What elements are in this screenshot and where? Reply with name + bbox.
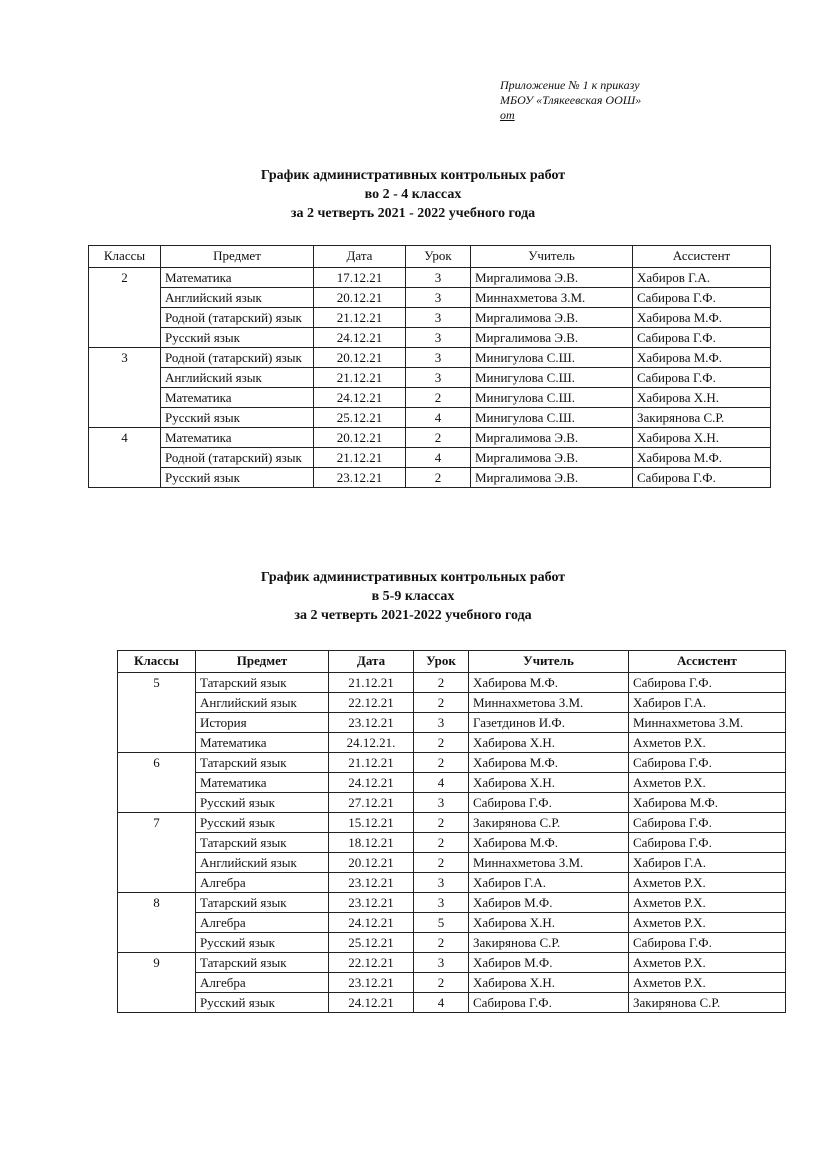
table-row bbox=[118, 853, 786, 873]
date-cell: 17.12.21 bbox=[314, 268, 406, 288]
date-cell: 21.12.21 bbox=[329, 673, 414, 693]
class-cell: 5 bbox=[118, 673, 196, 753]
teacher-cell: Минигулова С.Ш. bbox=[471, 368, 633, 388]
teacher-cell: Минигулова С.Ш. bbox=[471, 348, 633, 368]
date-cell: 23.12.21 bbox=[314, 468, 406, 488]
assistant-cell: Ахметов Р.Х. bbox=[629, 973, 786, 993]
teacher-cell: Хабирова Х.Н. bbox=[469, 913, 629, 933]
teacher-cell: Миргалимова Э.В. bbox=[471, 428, 633, 448]
teacher-cell: Миннахметова З.М. bbox=[469, 853, 629, 873]
date-cell: 24.12.21. bbox=[329, 733, 414, 753]
table-row bbox=[89, 328, 771, 348]
table-row bbox=[118, 693, 786, 713]
lesson-cell: 3 bbox=[406, 268, 471, 288]
assistant-cell: Сабирова Г.Ф. bbox=[633, 328, 771, 348]
lesson-cell: 4 bbox=[406, 448, 471, 468]
date-cell: 22.12.21 bbox=[329, 693, 414, 713]
assistant-cell: Ахметов Р.Х. bbox=[629, 773, 786, 793]
subject-cell: Родной (татарский) язык bbox=[161, 448, 314, 468]
teacher-cell: Закирянова С.Р. bbox=[469, 813, 629, 833]
date-cell: 23.12.21 bbox=[329, 893, 414, 913]
lesson-cell: 2 bbox=[414, 833, 469, 853]
teacher-cell: Хабиров М.Ф. bbox=[469, 953, 629, 973]
date-cell: 24.12.21 bbox=[314, 388, 406, 408]
table-row bbox=[89, 408, 771, 428]
table-row bbox=[118, 673, 786, 693]
table-row bbox=[89, 308, 771, 328]
lesson-cell: 3 bbox=[414, 893, 469, 913]
teacher-cell: Миннахметова З.М. bbox=[471, 288, 633, 308]
teacher-cell: Миргалимова Э.В. bbox=[471, 328, 633, 348]
lesson-cell: 3 bbox=[406, 368, 471, 388]
lesson-cell: 2 bbox=[414, 973, 469, 993]
date-cell: 22.12.21 bbox=[329, 953, 414, 973]
lesson-cell: 2 bbox=[414, 933, 469, 953]
title-grades-5-9 bbox=[0, 568, 826, 625]
date-cell: 24.12.21 bbox=[329, 773, 414, 793]
title-line: во 2 - 4 классах bbox=[364, 187, 462, 202]
assistant-cell: Сабирова Г.Ф. bbox=[633, 288, 771, 308]
date-cell: 25.12.21 bbox=[314, 408, 406, 428]
date-cell: 21.12.21 bbox=[314, 448, 406, 468]
table-row bbox=[118, 773, 786, 793]
subject-cell: Алгебра bbox=[196, 973, 329, 993]
date-cell: 21.12.21 bbox=[314, 368, 406, 388]
table-row bbox=[118, 813, 786, 833]
subject-cell: Математика bbox=[161, 268, 314, 288]
table-row bbox=[89, 348, 771, 368]
assistant-cell: Хабиров Г.А. bbox=[629, 853, 786, 873]
lesson-cell: 2 bbox=[414, 733, 469, 753]
lesson-cell: 3 bbox=[406, 348, 471, 368]
teacher-cell: Хабиров Г.А. bbox=[469, 873, 629, 893]
annotation-line: МБОУ «Тлякеевская ООШ» bbox=[500, 93, 642, 107]
table-row bbox=[118, 953, 786, 973]
teacher-cell: Хабирова Х.Н. bbox=[469, 733, 629, 753]
title-line: График административных контрольных работ bbox=[260, 570, 566, 585]
date-cell: 20.12.21 bbox=[314, 428, 406, 448]
subject-cell: Русский язык bbox=[161, 468, 314, 488]
assistant-cell: Хабирова М.Ф. bbox=[633, 448, 771, 468]
header-teacher: Учитель bbox=[471, 246, 633, 268]
table-row bbox=[118, 833, 786, 853]
assistant-cell: Сабирова Г.Ф. bbox=[629, 753, 786, 773]
teacher-cell: Газетдинов И.Ф. bbox=[469, 713, 629, 733]
table-row bbox=[118, 993, 786, 1013]
teacher-cell: Миннахметова З.М. bbox=[469, 693, 629, 713]
order-annotation bbox=[500, 78, 641, 123]
header-date: Дата bbox=[314, 246, 406, 268]
subject-cell: Татарский язык bbox=[196, 893, 329, 913]
assistant-cell: Сабирова Г.Ф. bbox=[633, 468, 771, 488]
assistant-cell: Ахметов Р.Х. bbox=[629, 873, 786, 893]
lesson-cell: 3 bbox=[406, 328, 471, 348]
subject-cell: Математика bbox=[196, 773, 329, 793]
lesson-cell: 2 bbox=[414, 673, 469, 693]
table-row bbox=[89, 268, 771, 288]
lesson-cell: 2 bbox=[406, 428, 471, 448]
subject-cell: Английский язык bbox=[161, 288, 314, 308]
subject-cell: Математика bbox=[161, 388, 314, 408]
class-cell: 2 bbox=[89, 268, 161, 348]
assistant-cell: Хабирова М.Ф. bbox=[633, 308, 771, 328]
subject-cell: Татарский язык bbox=[196, 953, 329, 973]
lesson-cell: 5 bbox=[414, 913, 469, 933]
lesson-cell: 3 bbox=[406, 308, 471, 328]
subject-cell: Родной (татарский) язык bbox=[161, 348, 314, 368]
table-header-row bbox=[118, 651, 786, 673]
header-classes: Классы bbox=[89, 246, 161, 268]
date-cell: 24.12.21 bbox=[314, 328, 406, 348]
lesson-cell: 4 bbox=[414, 773, 469, 793]
header-lesson: Урок bbox=[406, 246, 471, 268]
subject-cell: Английский язык bbox=[161, 368, 314, 388]
table-row bbox=[89, 288, 771, 308]
lesson-cell: 2 bbox=[414, 813, 469, 833]
subject-cell: Математика bbox=[196, 733, 329, 753]
subject-cell: Родной (татарский) язык bbox=[161, 308, 314, 328]
assistant-cell: Миннахметова З.М. bbox=[629, 713, 786, 733]
teacher-cell: Минигулова С.Ш. bbox=[471, 408, 633, 428]
header-date: Дата bbox=[329, 651, 414, 673]
assistant-cell: Сабирова Г.Ф. bbox=[629, 673, 786, 693]
lesson-cell: 4 bbox=[406, 408, 471, 428]
subject-cell: Русский язык bbox=[161, 408, 314, 428]
table-row bbox=[118, 733, 786, 753]
teacher-cell: Хабирова М.Ф. bbox=[469, 753, 629, 773]
teacher-cell: Миргалимова Э.В. bbox=[471, 268, 633, 288]
title-line: в 5-9 классах bbox=[371, 589, 455, 604]
header-assistant: Ассистент bbox=[633, 246, 771, 268]
lesson-cell: 3 bbox=[414, 793, 469, 813]
assistant-cell: Ахметов Р.Х. bbox=[629, 953, 786, 973]
table-row bbox=[118, 933, 786, 953]
lesson-cell: 2 bbox=[414, 693, 469, 713]
lesson-cell: 3 bbox=[414, 713, 469, 733]
teacher-cell: Хабиров М.Ф. bbox=[469, 893, 629, 913]
table-row bbox=[118, 913, 786, 933]
teacher-cell: Хабирова Х.Н. bbox=[469, 773, 629, 793]
assistant-cell: Сабирова Г.Ф. bbox=[629, 813, 786, 833]
title-line: за 2 четверть 2021 - 2022 учебного года bbox=[290, 206, 536, 221]
assistant-cell: Хабиров Г.А. bbox=[633, 268, 771, 288]
subject-cell: Алгебра bbox=[196, 913, 329, 933]
date-cell: 24.12.21 bbox=[329, 993, 414, 1013]
class-cell: 7 bbox=[118, 813, 196, 893]
teacher-cell: Сабирова Г.Ф. bbox=[469, 993, 629, 1013]
schedule-table-2-4 bbox=[88, 245, 771, 488]
assistant-cell: Сабирова Г.Ф. bbox=[629, 833, 786, 853]
lesson-cell: 2 bbox=[414, 853, 469, 873]
date-cell: 21.12.21 bbox=[329, 753, 414, 773]
header-classes: Классы bbox=[118, 651, 196, 673]
subject-cell: Английский язык bbox=[196, 693, 329, 713]
assistant-cell: Хабирова М.Ф. bbox=[629, 793, 786, 813]
assistant-cell: Закирянова С.Р. bbox=[629, 993, 786, 1013]
teacher-cell: Минигулова С.Ш. bbox=[471, 388, 633, 408]
lesson-cell: 3 bbox=[406, 288, 471, 308]
teacher-cell: Хабирова М.Ф. bbox=[469, 673, 629, 693]
date-cell: 23.12.21 bbox=[329, 873, 414, 893]
assistant-cell: Ахметов Р.Х. bbox=[629, 893, 786, 913]
assistant-cell: Закирянова С.Р. bbox=[633, 408, 771, 428]
lesson-cell: 2 bbox=[406, 468, 471, 488]
teacher-cell: Миргалимова Э.В. bbox=[471, 308, 633, 328]
subject-cell: Русский язык bbox=[161, 328, 314, 348]
subject-cell: Русский язык bbox=[196, 933, 329, 953]
teacher-cell: Хабирова Х.Н. bbox=[469, 973, 629, 993]
assistant-cell: Хабиров Г.А. bbox=[629, 693, 786, 713]
date-cell: 21.12.21 bbox=[314, 308, 406, 328]
date-cell: 27.12.21 bbox=[329, 793, 414, 813]
title-line: за 2 четверть 2021-2022 учебного года bbox=[294, 608, 532, 623]
table-row bbox=[118, 793, 786, 813]
date-cell: 23.12.21 bbox=[329, 973, 414, 993]
subject-cell: Алгебра bbox=[196, 873, 329, 893]
subject-cell: Татарский язык bbox=[196, 833, 329, 853]
header-subject: Предмет bbox=[161, 246, 314, 268]
subject-cell: Русский язык bbox=[196, 993, 329, 1013]
date-cell: 20.12.21 bbox=[314, 348, 406, 368]
table-row bbox=[89, 448, 771, 468]
teacher-cell: Хабирова М.Ф. bbox=[469, 833, 629, 853]
header-assistant: Ассистент bbox=[629, 651, 786, 673]
title-grades-2-4 bbox=[0, 166, 826, 223]
class-cell: 8 bbox=[118, 893, 196, 953]
table-row bbox=[118, 713, 786, 733]
subject-cell: Русский язык bbox=[196, 813, 329, 833]
teacher-cell: Сабирова Г.Ф. bbox=[469, 793, 629, 813]
lesson-cell: 3 bbox=[414, 953, 469, 973]
table-row bbox=[118, 873, 786, 893]
date-cell: 20.12.21 bbox=[329, 853, 414, 873]
assistant-cell: Сабирова Г.Ф. bbox=[629, 933, 786, 953]
table-row bbox=[89, 368, 771, 388]
table-header-row bbox=[89, 246, 771, 268]
table-row bbox=[89, 388, 771, 408]
teacher-cell: Закирянова С.Р. bbox=[469, 933, 629, 953]
date-cell: 15.12.21 bbox=[329, 813, 414, 833]
lesson-cell: 4 bbox=[414, 993, 469, 1013]
annotation-line: Приложение № 1 к приказу bbox=[500, 78, 640, 92]
header-lesson: Урок bbox=[414, 651, 469, 673]
assistant-cell: Ахметов Р.Х. bbox=[629, 913, 786, 933]
assistant-cell: Ахметов Р.Х. bbox=[629, 733, 786, 753]
class-cell: 6 bbox=[118, 753, 196, 813]
lesson-cell: 2 bbox=[414, 753, 469, 773]
header-subject: Предмет bbox=[196, 651, 329, 673]
date-cell: 25.12.21 bbox=[329, 933, 414, 953]
date-cell: 24.12.21 bbox=[329, 913, 414, 933]
lesson-cell: 3 bbox=[414, 873, 469, 893]
title-line: График административных контрольных работ bbox=[260, 168, 566, 183]
date-cell: 18.12.21 bbox=[329, 833, 414, 853]
teacher-cell: Миргалимова Э.В. bbox=[471, 468, 633, 488]
table-row bbox=[118, 973, 786, 993]
lesson-cell: 2 bbox=[406, 388, 471, 408]
date-cell: 23.12.21 bbox=[329, 713, 414, 733]
assistant-cell: Хабирова Х.Н. bbox=[633, 388, 771, 408]
subject-cell: История bbox=[196, 713, 329, 733]
subject-cell: Татарский язык bbox=[196, 673, 329, 693]
subject-cell: Математика bbox=[161, 428, 314, 448]
subject-cell: Русский язык bbox=[196, 793, 329, 813]
assistant-cell: Сабирова Г.Ф. bbox=[633, 368, 771, 388]
class-cell: 3 bbox=[89, 348, 161, 428]
subject-cell: Татарский язык bbox=[196, 753, 329, 773]
date-cell: 20.12.21 bbox=[314, 288, 406, 308]
annotation-line: от bbox=[500, 108, 515, 122]
assistant-cell: Хабирова Х.Н. bbox=[633, 428, 771, 448]
header-teacher: Учитель bbox=[469, 651, 629, 673]
class-cell: 9 bbox=[118, 953, 196, 1013]
assistant-cell: Хабирова М.Ф. bbox=[633, 348, 771, 368]
table-row bbox=[89, 468, 771, 488]
schedule-table-5-9 bbox=[117, 650, 786, 1013]
subject-cell: Английский язык bbox=[196, 853, 329, 873]
class-cell: 4 bbox=[89, 428, 161, 488]
table-row bbox=[89, 428, 771, 448]
teacher-cell: Миргалимова Э.В. bbox=[471, 448, 633, 468]
table-row bbox=[118, 893, 786, 913]
table-row bbox=[118, 753, 786, 773]
